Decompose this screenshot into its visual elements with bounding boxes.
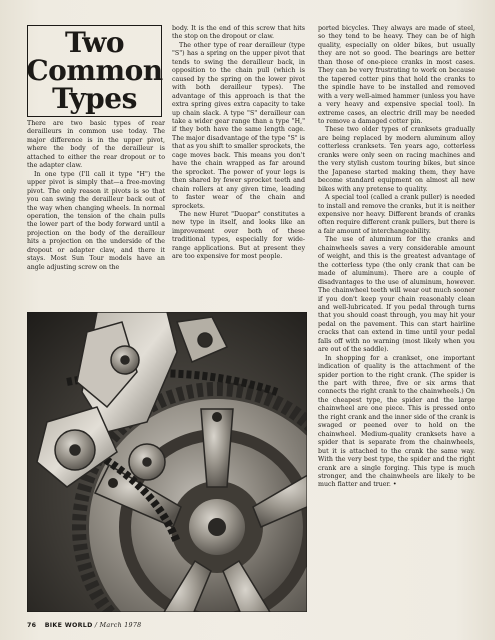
text-column-2 [172,25,305,262]
title-box [27,25,162,117]
article-title: Two Common Types [26,26,163,115]
paragraph: The new Huret "Duopar" constitutes a new type in itself, and looks like an improvement over both of these traditional types, especially for wide-range applications. But at present they are too expensive for most people. [172,210,305,261]
paragraph: body. It is the end of this screw that hits the stop on the dropout or claw. [172,25,305,41]
paragraph: These two older types of cranksets gradually are being replaced by modern aluminum alloy cotterless cranksets. Ten years ago, cotterless cranks were only seen on racing machines and the very stylish custom touring bikes, but since the Japanese started making them, they have become standard equipment on almost all new bikes with any pretense to quality. [318,126,475,193]
derailleur-chainwheel-photo [27,312,307,612]
paragraph: The other type of rear derailleur (type "S") has a spring on the upper pivot that tends to swing the derailleur back, in opposition to the chain pull (which is caused by the spring on the lower pivot with both derailleur types). The advantage of this approach is that the extra spring gives extra capacity to take up chain slack. A type "S" derailleur can take a wider gear range than a type "H," if they both have the same length cage. The major disadvantage of the type "S" is that as you shift to smaller sprockets, the cage moves back. This means you don't have the chain wrapped as far around the sprocket. The power of your legs is then shared by fewer sprocket teeth and chain rollers at any given time, leading to faster wear of the chain and sprockets. [172,41,305,210]
paragraph: ported bicycles. They always are made of steel, so they tend to be heavy. They can be of high quality, especially on older bikes, but usually they are not so good. The bearings are better than those of one-piece cranks in most cases. They can be very frustrating to work on because the tapered cotter pins that hold the cranks to the spindle have to be installed and removed with a very well-aimed hammer (unless you have a very heavy and expensive special tool). In extreme cases, an electric drill may be needed to remove a damaged cotter pin. [318,25,475,125]
paragraph: In one type (I'll call it type "H") the upper pivot is simply that—a free-moving pivot. The only reason it pivots is so that you can swing the derailleur back out of the way when changing wheels. In normal operation, the tension of the chain pulls the lower part of the body forward until a projection on the body of the derailleur hits a projection on the underside of the dropout or adapter claw, and there it stays. Most Sun Tour models have an angle adjusting screw on the [27,170,165,271]
paragraph: There are two basic types of rear derailleurs in common use today. The major difference is in the upper pivot, where the body of the derailleur is attached to either the rear dropout or to the adapter claw. [27,120,165,170]
page-footer [27,622,141,629]
issue-date: / March 1978 [94,622,142,629]
page-number: 76 [27,622,37,629]
paragraph: The use of aluminum for the cranks and chainwheels saves a very considerable amount of weight, and this is the greatest advantage of the cotterless type (the only crank that can be made of aluminum). There are a couple of disadvantages to the use of aluminum, however. The chainwheel teeth will wear out much sooner if you don't keep your chain reasonably clean and well-lubricated. If you pedal through turns that you should coast through, you may hit your pedal on the pavement. This can start hairline cracks that can extend in time until your pedal falls off with no warning (most likely when you are out of the saddle). [318,236,475,354]
text-column-1 [27,120,165,272]
text-column-3 [318,25,475,490]
magazine-name: BIKE WORLD [44,622,93,629]
paragraph: A special tool (called a crank puller) is needed to install and remove the cranks, but it is neither expensive nor heavy. Different brands of cranks often require different crank pullers, but there is a fair amount of interchangeability. [318,194,475,235]
paragraph: In shopping for a crankset, one important indication of quality is the attachment of the spider portion to the right crank. (The spider is the part with three, five or six arms that connects the right crank to the chainwheels.) On the cheapest type, the spider and the large chainwheel are one piece. This is pressed onto the right crank and the inner side of the crank is swaged or peened over to hold on the chainwheel. Medium-quality cranksets have a spider that is separate from the chainwheels, but it is attached to the crank the same way. With the very best type, the spider and the right crank are a single forging. This type is much stronger, and the chainwheels are likely to be much flatter and truer. • [318,354,475,489]
